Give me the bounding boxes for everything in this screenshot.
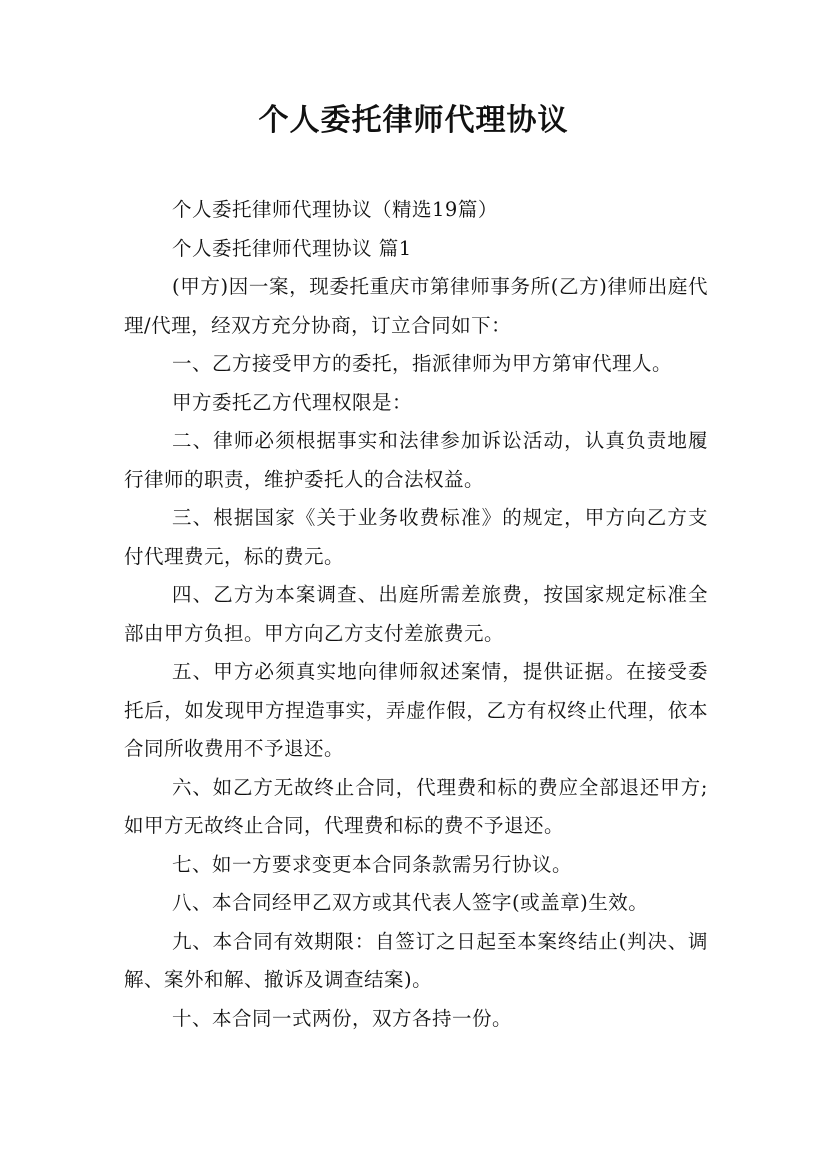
clause-6: 六、如乙方无故终止合同，代理费和标的费应全部退还甲方;如甲方无故终止合同，代理费和标的费不予退还。 bbox=[124, 775, 708, 837]
clause-10: 十、本合同一式两份，双方各持一份。 bbox=[172, 1006, 513, 1030]
clause-3: 三、根据国家《关于业务收费标准》的规定，甲方向乙方支付代理费元，标的费元。 bbox=[124, 506, 708, 568]
section-heading: 个人委托律师代理协议 篇1 bbox=[172, 236, 412, 260]
clause-5: 五、甲方必须真实地向律师叙述案情，提供证据。在接受委托后，如发现甲方捏造事实，弄虚作假，乙方有权终止代理，依本合同所收费用不予退还。 bbox=[124, 660, 708, 760]
clause-7: 七、如一方要求变更本合同条款需另行协议。 bbox=[172, 852, 573, 876]
paragraph-intro: (甲方)因一案，现委托重庆市第律师事务所(乙方)律师出庭代理/代理，经双方充分协商，订立合同如下： bbox=[124, 275, 708, 337]
clause-4: 四、乙方为本案调查、出庭所需差旅费，按国家规定标准全部由甲方负担。甲方向乙方支付差旅费元。 bbox=[124, 583, 708, 645]
document-body bbox=[124, 191, 708, 1038]
document-title: 个人委托律师代理协议 bbox=[258, 103, 569, 138]
clause-2: 二、律师必须根据事实和法律参加诉讼活动，认真负责地履行律师的职责，维护委托人的合法权益。 bbox=[124, 429, 708, 491]
authority-line: 甲方委托乙方代理权限是： bbox=[172, 390, 413, 414]
subtitle-line: 个人委托律师代理协议（精选19篇） bbox=[172, 198, 498, 221]
clause-8: 八、本合同经甲乙双方或其代表人签字(或盖章)生效。 bbox=[172, 891, 649, 914]
clause-9: 九、本合同有效期限：自签订之日起至本案终结止(判决、调解、案外和解、撤诉及调查结案)。 bbox=[124, 929, 708, 991]
clause-1: 一、乙方接受甲方的委托，指派律师为甲方第审代理人。 bbox=[172, 352, 673, 375]
